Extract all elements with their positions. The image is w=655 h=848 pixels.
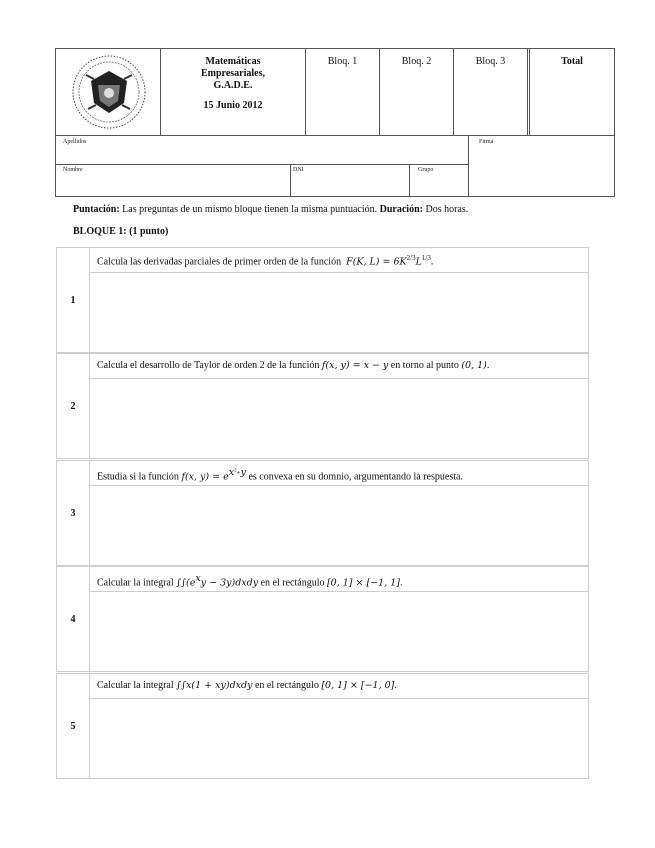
duration-text: Dos horas. [425,204,469,215]
question-number: 3 [57,461,90,565]
total-score-cell [527,49,614,135]
question-statement: Estudia si la función f(x, $y) = e^{x^2+y}$ es convexa en su domnio, argumentando la respuesta. [97,467,463,483]
question-number: 1 [57,248,90,352]
answer-area[interactable] [90,272,588,352]
group-field[interactable]: Grupo [418,167,434,173]
answer-area[interactable] [90,591,588,671]
subject-line3: G.A.D.E. [213,80,253,91]
subject-cell [160,49,305,135]
total-label: Total [561,56,583,67]
block2-label: Bloq. 2 [401,56,432,67]
student-identification-box [55,136,615,197]
question-statement: Calcula las derivadas parciales de primer orden de la función F(K, $L) = 6K^{2/3}L^{1/3}$. [97,254,434,268]
exam-date: 15 Junio 2012 [203,100,263,111]
block2-score-cell [379,49,453,135]
dni-field[interactable]: DNI [293,167,304,173]
question-statement: Calcula el desarrollo de Taylor de orden 2 de la función f(x, y) = x − y en torno al punto (0, 1). [97,360,490,371]
question-3 [56,460,589,566]
subject-line2: Empresariales, [201,68,265,79]
surname-field[interactable]: Apellidos [63,139,87,145]
question-number: 5 [57,674,90,778]
subject-line1: Matemáticas [205,56,261,67]
answer-area[interactable] [90,485,588,565]
block1-score-cell [305,49,379,135]
question-5 [56,673,589,779]
question-statement: Calcular la integral ∫∫x(1 + xy)dxdy en el rectángulo [0, 1] × [−1, 0]. [97,680,397,691]
block3-score-cell [453,49,527,135]
block3-label: Bloq. 3 [475,56,506,67]
university-crest-icon [58,51,161,133]
exam-info [73,204,468,215]
signature-field[interactable]: Firma [479,139,494,145]
score-label: Puntación: [73,204,120,215]
header-table [55,48,615,136]
question-2 [56,353,589,459]
question-number: 4 [57,567,90,671]
question-4 [56,566,589,672]
name-field[interactable]: Nombre [63,167,83,173]
answer-area[interactable] [90,378,588,458]
question-1 [56,247,589,353]
duration-label: Duración: [379,204,423,215]
question-statement: Calcular la integral $\int\int(e^xy$ − 3y)dxdy en el rectángulo [0, 1] × [−1, 1]. [97,573,403,589]
answer-area[interactable] [90,698,588,778]
block1-label: Bloq. 1 [327,56,358,67]
score-text: Las preguntas de un mismo bloque tienen la misma puntuación. [122,204,378,215]
block-title: BLOQUE 1: (1 punto) [73,226,169,237]
question-number: 2 [57,354,90,458]
